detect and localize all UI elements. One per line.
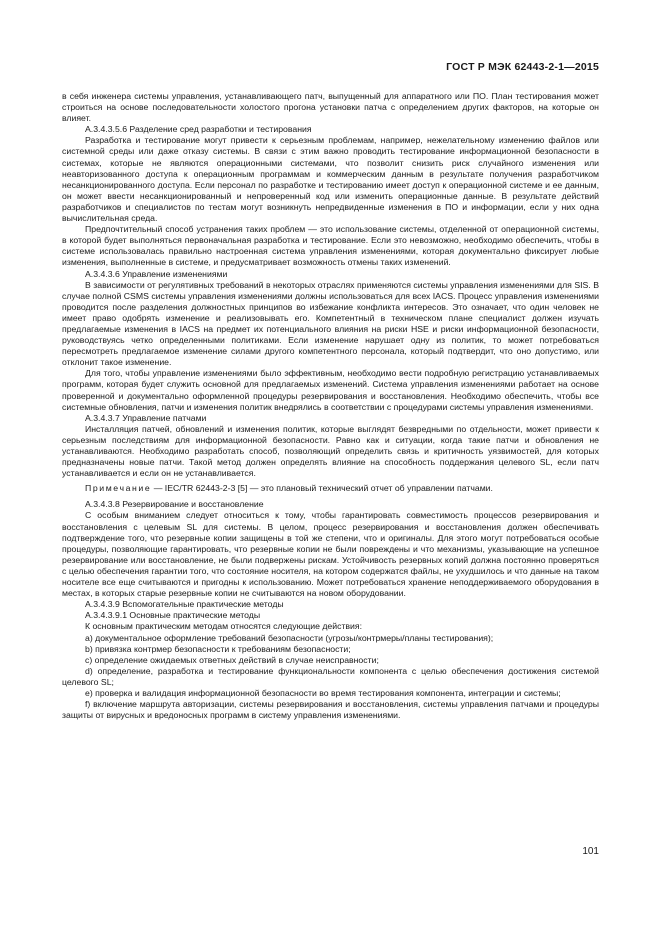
paragraph-continuation: в себя инженера системы управления, устанавливающего патч, выпущенный для аппаратного или ПО. План тестирования может строиться на основе последовательности холостого прогона установки патча с определением других факторов, на которые он влияет.	[62, 91, 599, 124]
paragraph: Разработка и тестирование могут привести к серьезным проблемам, например, нежелательному изменению файлов или системной среды или даже отказу системы. В связи с этим важно проводить тестирование информационной безопасности в системах, которые не являются операционными системами, что позволит снизить риск случайного изменения или неавторизованного доступа к операционным программам и коммерческим данным в результате получения разработчиком несанкционированного доступа. Если персонал по разработке и тестированию имеет доступ к операционной системе и ее данным, он может ввести несанкционированный и непроверенный код или изменить операционные данные. В результате действий разработчиков и специалистов по тестам могут возникнуть непредвиденные изменения в ПО и информации, если у них одна вычислительная среда.	[62, 135, 599, 224]
paragraph: Инсталляция патчей, обновлений и изменения политик, которые выглядят безвредными по отдельности, может привести к серьезным последствиям для информационной безопасности. Равно как и ситуации, когда такие патчи и обновления не устанавливаются. Необходимо разработать способ, позволяющий определить связь и критичность уязвимостей, для которых предназначены новые патчи. Такой метод должен определять влияние на способность поддержания целевого SL, если патч устанавливается и если он не устанавливается.	[62, 423, 599, 479]
section-heading: A.3.4.3.9 Вспомогательные практические методы	[85, 599, 284, 610]
section-heading: A.3.4.3.6 Управление изменениями	[85, 268, 228, 279]
document-header: ГОСТ Р МЭК 62443-2-1—2015	[446, 61, 599, 73]
paragraph: К основным практическим методам относятся следующие действия:	[85, 621, 363, 632]
paragraph: d) определение, разработка и тестирование функциональности компонента с целью обеспечения достижения системой целевого SL;	[62, 665, 599, 687]
document-body	[62, 91, 599, 721]
section-heading: A.3.4.3.7 Управление патчами	[85, 412, 207, 423]
note-paragraph	[62, 483, 599, 494]
paragraph: Предпочтительный способ устранения таких проблем — это использование системы, отделенной от операционной системы, в которой будет выполняться первоначальная разработка и тестирование. Если это невозможно, необходимо обеспечить, чтобы в системе использовалась правильно настроенная система управления изменениями, которая документально фиксирует любые изменения, выполненные в системе, и предусматривает возможность отмены таких изменений.	[62, 224, 599, 268]
note-text: — IEC/TR 62443-2-3 [5] — это плановый технический отчет об управлении патчами.	[151, 483, 493, 494]
paragraph: c) определение ожидаемых ответных действий в случае неисправности;	[85, 654, 379, 665]
section-heading: A.3.4.3.8 Резервирование и восстановление	[85, 499, 264, 510]
section-heading: A.3.4.3.9.1 Основные практические методы	[85, 610, 261, 621]
paragraph: Для того, чтобы управление изменениями было эффективным, необходимо вести подробную регистрацию устанавливаемых программ, которая будет служить основной для предлагаемых изменений. Система управления изменениями работает на основе проверенной и документально оформленной процедуры резервирования и восстановления. Необходимо обеспечить, чтобы все системные обновления, патчи и изменения политик внедрялись в соответствии с процедурами системы управления изменениями.	[62, 368, 599, 412]
note-label: Примечание	[85, 483, 152, 494]
paragraph: В зависимости от регулятивных требований в некоторых отраслях применяются системы управления изменениями для SIS. В случае полной CSMS системы управления изменениями должны использоваться для всех IACS. Процесс управления изменениями проводится после разделения должностных принципов во избежание конфликта интересов. Это означает, что один человек не имеет право одобрять изменение и реализовывать его. Компетентный в техническом плане специалист должен изучать предлагаемые изменения в IACS на предмет их потенциального влияния на риски HSE и риски информационной безопасности, руководствуясь четко определенными политиками. Если изменение нарушает одну из политик, то может потребоваться пересмотреть предлагаемое изменение силами другого компетентного персонала, который подтвердит, что оно допустимо, или отклонит такое изменение.	[62, 279, 599, 368]
section-heading: A.3.4.3.5.6 Разделение сред разработки и тестирования	[85, 124, 312, 135]
paragraph: f) включение маршрута авторизации, системы резервирования и восстановления, системы управления патчами и процедуры защиты от вирусных и вредоносных программ в систему управления изменениями.	[62, 699, 599, 721]
paragraph: a) документальное оформление требований безопасности (угрозы/контрмеры/планы тестирования);	[85, 632, 494, 643]
paragraph: С особым вниманием следует относиться к тому, чтобы гарантировать совместимость процессов резервирования и восстановления с целевым SL для системы. В целом, процесс резервирования и восстановления должен обеспечивать подтверждение того, что резервные копии защищены в той же степени, что и оригиналы. Для этого могут потребоваться особые процедуры, позволяющие гарантировать, что резервные копии не были повреждены и что механизмы, указывающие на успешное резервирование или восстановление, не были подвержены рискам. Устойчивость резервных копий должна постоянно проверяться с целью обеспечения гарантии того, что состояние носителя, на котором содержатся файлы, не ухудшилось и что данные на таком носителе все еще считываются и пригодны к использованию. Может потребоваться хранение неподдерживаемого оборудования в местах, в которых старые резервные копии не считываются на новом оборудовании.	[62, 510, 599, 599]
paragraph: e) проверка и валидация информационной безопасности во время тестирования компонента, интеграции и системы;	[85, 687, 561, 698]
page-number: 101	[582, 846, 599, 857]
paragraph: b) привязка контрмер безопасности к требованиям безопасности;	[85, 643, 351, 654]
